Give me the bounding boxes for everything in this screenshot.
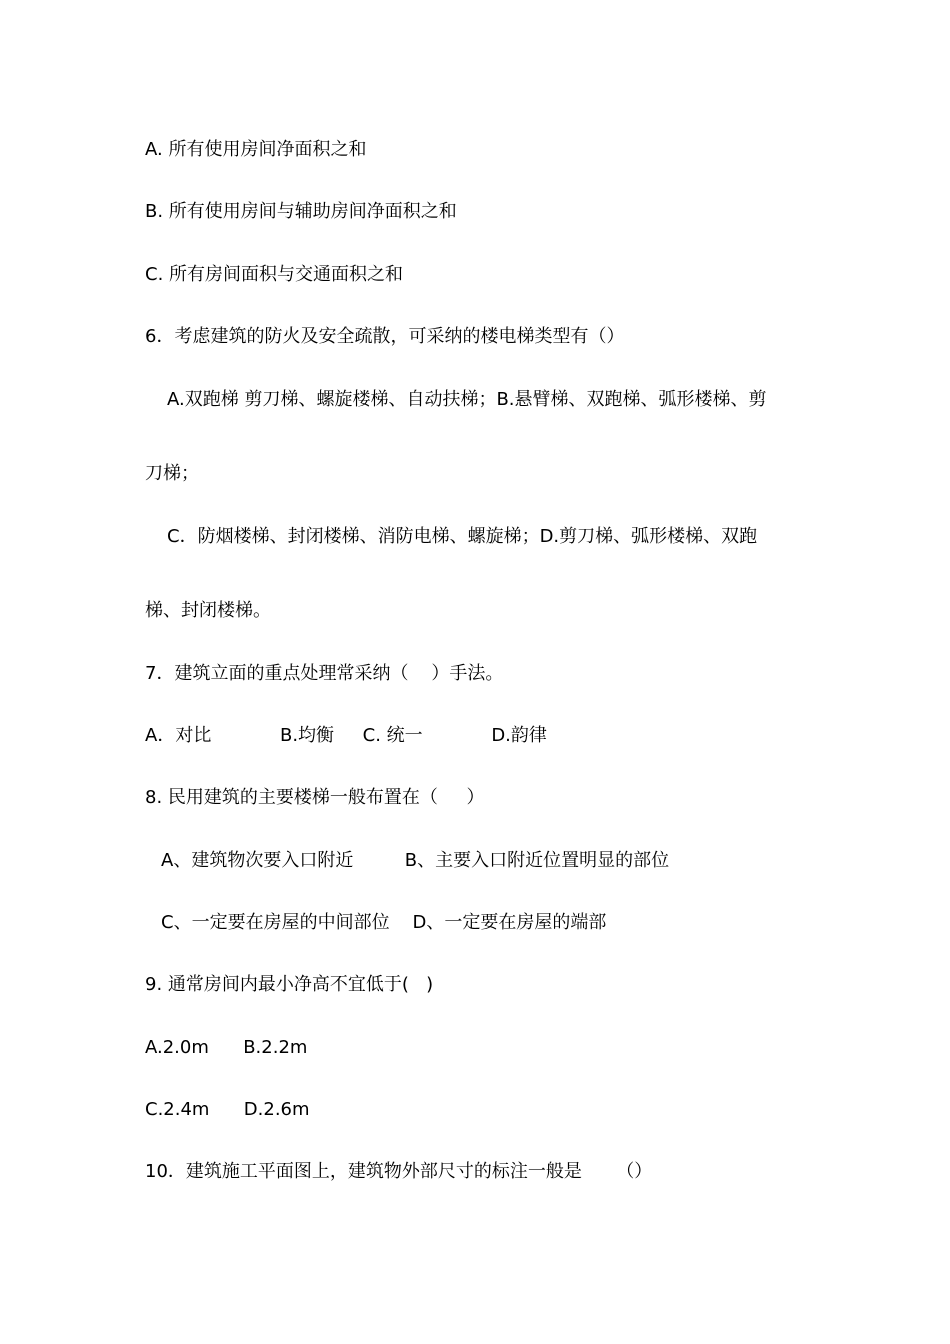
- question-8-options-1: A、建筑物次要入口附近 B、主要入口附近位置明显的部位: [161, 850, 670, 871]
- question-7: 7．建筑立面的重点处理常采纳（ ）手法。: [145, 663, 504, 684]
- option-line-b: B. 所有使用房间与辅助房间净面积之和: [145, 201, 457, 222]
- question-8: 8. 民用建筑的主要楼梯一般布置在（ ）: [145, 787, 485, 808]
- question-7-options: A．对比 B.均衡 C. 统一 D.韵律: [145, 725, 547, 746]
- question-6-options-1: A.双跑梯 剪刀梯、螺旋楼梯、自动扶梯；B.悬臂梯、双跑梯、弧形楼梯、剪: [167, 389, 767, 410]
- question-9: 9. 通常房间内最小净高不宜低于( ): [145, 974, 434, 995]
- option-line-c: C. 所有房间面积与交通面积之和: [145, 264, 404, 285]
- question-6-options-1-cont: 刀梯；: [145, 463, 199, 484]
- question-6-options-2: C．防烟楼梯、封闭楼梯、消防电梯、螺旋梯；D.剪刀梯、弧形楼梯、双跑: [167, 526, 758, 547]
- question-6-options-2-cont: 梯、封闭楼梯。: [145, 600, 271, 621]
- question-9-options-1: A.2.0m B.2.2m: [145, 1037, 308, 1058]
- option-line-a: A. 所有使用房间净面积之和: [145, 139, 367, 160]
- question-6: 6．考虑建筑的防火及安全疏散，可采纳的楼电梯类型有（）: [145, 326, 625, 347]
- question-10: 10．建筑施工平面图上，建筑物外部尺寸的标注一般是 （）: [145, 1161, 653, 1182]
- question-8-options-2: C、一定要在房屋的中间部位 D、一定要在房屋的端部: [161, 912, 607, 933]
- question-9-options-2: C.2.4m D.2.6m: [145, 1099, 310, 1120]
